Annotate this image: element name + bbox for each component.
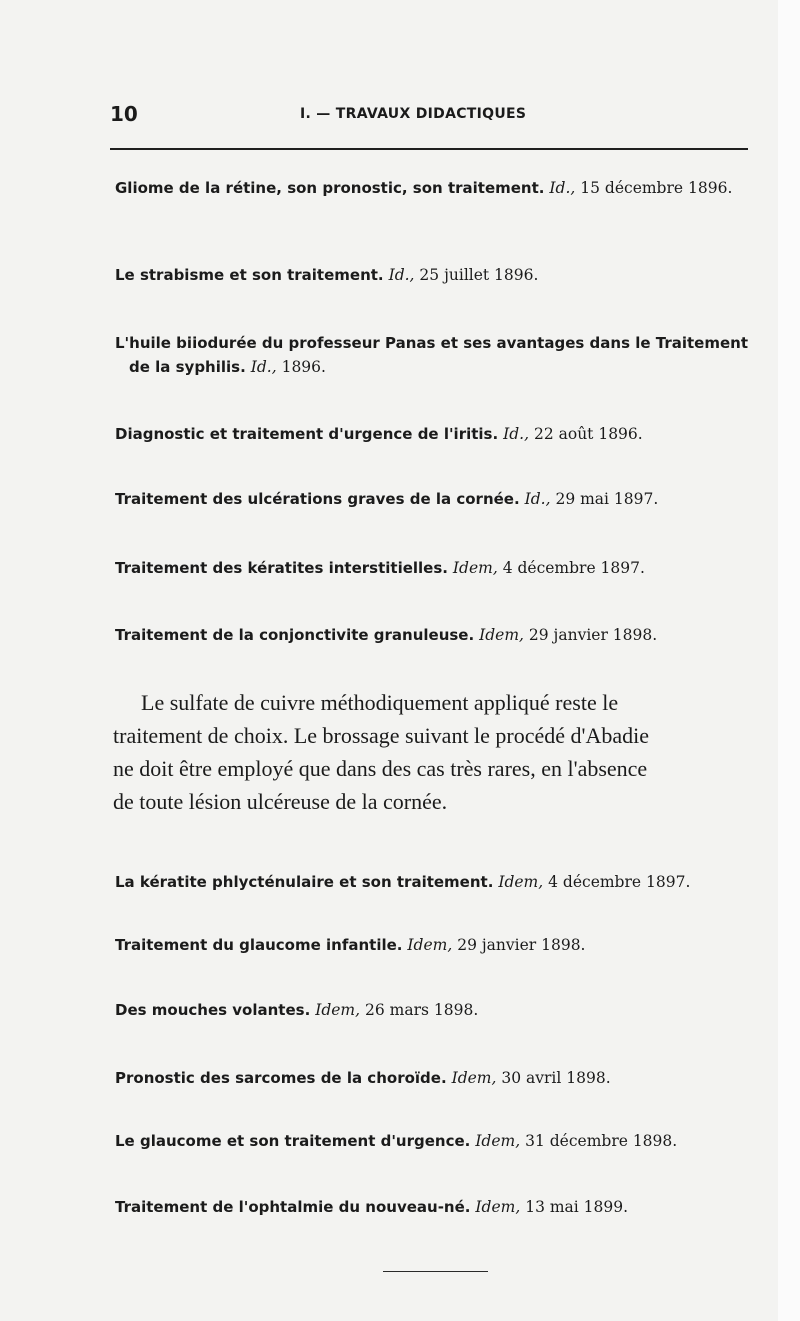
entry-source: Id., [524, 490, 551, 508]
entry-title: Traitement du glaucome infantile. [115, 936, 403, 954]
footer-rule [383, 1271, 488, 1272]
running-head: I. — TRAVAUX DIDACTIQUES [300, 106, 527, 122]
entry-source: Idem, [451, 1069, 497, 1087]
entry-source: Idem, [475, 1132, 521, 1150]
entry-source: Id., [549, 179, 576, 197]
entry-title: L'huile biiodurée du professeur Panas et ses avantages dans le Traitement de la syphilis. [115, 334, 749, 376]
entry-title: Des mouches volantes. [115, 1001, 311, 1019]
list-item [115, 487, 755, 511]
list-item [115, 1066, 755, 1090]
page-number: 10 [110, 102, 138, 126]
list-item [115, 933, 755, 957]
entry-date: 1896. [281, 358, 326, 376]
entry-title: Traitement des kératites interstitielles. [115, 559, 448, 577]
list-item [115, 422, 755, 446]
entry-date: 26 mars 1898. [365, 1001, 479, 1019]
entry-date: 22 août 1896. [533, 425, 643, 443]
page-header [110, 102, 750, 132]
list-item [115, 331, 769, 379]
list-item [115, 1195, 755, 1219]
entry-title: Pronostic des sarcomes de la choroïde. [115, 1069, 447, 1087]
entry-date: 31 décembre 1898. [525, 1132, 678, 1150]
paragraph-line: ne doit être employé que dans des cas très rares, en l'absence [113, 756, 648, 781]
entry-date: 4 décembre 1897. [548, 873, 691, 891]
list-item [115, 623, 755, 647]
entry-date: 4 décembre 1897. [502, 559, 645, 577]
entry-source: Idem, [407, 936, 453, 954]
body-paragraph [113, 686, 758, 818]
entry-source: Id., [250, 358, 277, 376]
entry-date: 30 avril 1898. [501, 1069, 611, 1087]
entry-date: 29 janvier 1898. [457, 936, 586, 954]
entry-title: Le strabisme et son traitement. [115, 266, 384, 284]
entry-date: 15 décembre 1896. [580, 179, 733, 197]
entry-source: Id., [503, 425, 530, 443]
entry-title: La kératite phlycténulaire et son traitement. [115, 873, 494, 891]
entry-source: Idem, [452, 559, 498, 577]
entry-source: Idem, [315, 1001, 361, 1019]
list-item [115, 1129, 755, 1153]
list-item [115, 176, 769, 200]
paragraph-line: de toute lésion ulcéreuse de la cornée. [113, 789, 448, 814]
entry-date: 29 mai 1897. [555, 490, 659, 508]
entry-date: 29 janvier 1898. [528, 626, 658, 644]
header-rule [110, 148, 748, 150]
entry-title: Le glaucome et son traitement d'urgence. [115, 1132, 471, 1150]
list-item [115, 556, 755, 580]
entry-source: Id., [388, 266, 415, 284]
paragraph-line: Le sulfate de cuivre méthodiquement appliqué reste le [141, 690, 619, 715]
entry-title: Traitement de l'ophtalmie du nouveau-né. [115, 1198, 471, 1216]
entry-title: Traitement de la conjonctivite granuleuse. [115, 626, 475, 644]
entry-date: 25 juillet 1896. [419, 266, 539, 284]
entry-source: Idem, [498, 873, 544, 891]
entry-source: Idem, [479, 626, 524, 644]
paragraph-line: traitement de choix. Le brossage suivant le procédé d'Abadie [113, 723, 650, 748]
page-edge [778, 0, 800, 1321]
entry-title: Gliome de la rétine, son pronostic, son traitement. [115, 179, 545, 197]
list-item [115, 870, 755, 894]
entry-title: Traitement des ulcérations graves de la cornée. [115, 490, 520, 508]
list-item [115, 998, 755, 1022]
entry-title: Diagnostic et traitement d'urgence de l'iritis. [115, 425, 499, 443]
entry-date: 13 mai 1899. [525, 1198, 629, 1216]
list-item [115, 263, 755, 287]
entry-source: Idem, [475, 1198, 521, 1216]
